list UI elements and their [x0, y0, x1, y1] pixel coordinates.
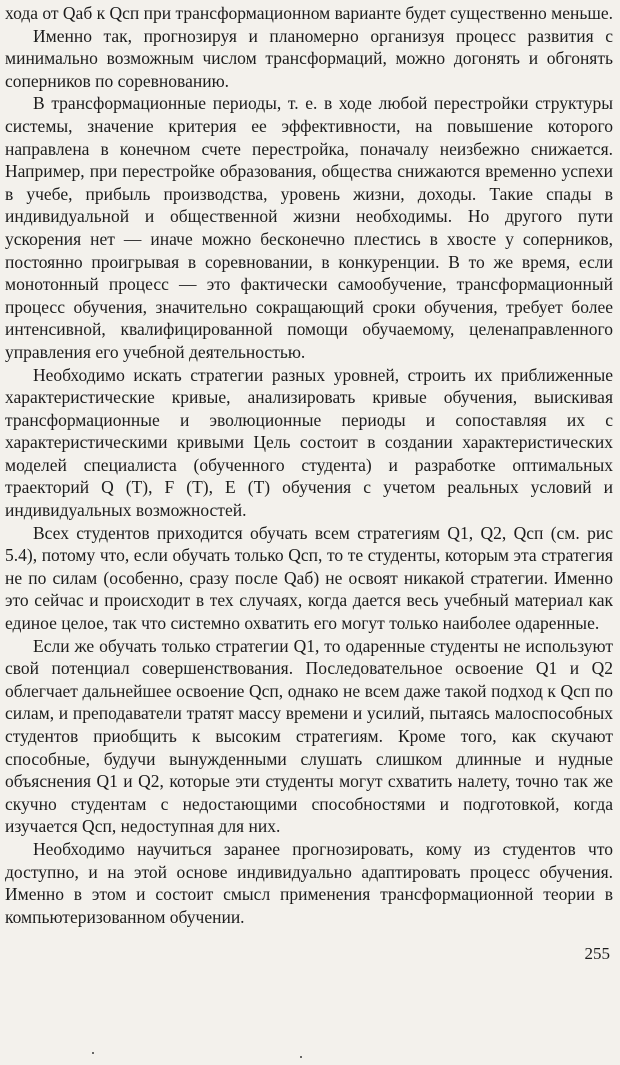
paragraph-continuation: хода от Qаб к Qсп при трансформационном варианте будет существенно меньше. — [5, 3, 613, 23]
paragraph: Если же обучать только стратегии Q1, то одаренные студенты не используют свой потенциал совершенствования. Последовательное освоение Q1 и Q2 облегчает дальнейшее освоение Qсп, однако не всем даже такой подход к Qсп по силам, и преподаватели тратят массу времени и усилий, пытаясь малоспособных студентов приобщить к высоким стратегиям. Кроме того, как скучают способные, будучи вынужденными слушать слишком длинные и нудные объяснения Q1 и Q2, которые эти студенты могут схватить налету, точно так же скучно студентам с недостающими способностями и подготовкой, когда изучается Qсп, недоступная для них. — [5, 635, 613, 837]
scan-speck — [300, 1056, 302, 1058]
paragraph: В трансформационные периоды, т. е. в ходе любой перестройки структуры системы, значение критерия ее эффективности, на повышение которого направлена в конечном счете перестройка, поначалу неизбежно снижается. Например, при перестройке образования, общества снижаются временно успехи в учебе, прибыль производства, уровень жизни, доходы. Такие спады в индивидуальной и общественной жизни необходимы. Но другого пути ускорения нет — иначе можно бесконечно плестись в хвосте у соперников, постоянно проигрывая в соревновании, в конкуренции. В то же время, если монотонный процесс — это фактически самообучение, трансформационный процесс обучения, значительно сокращающий сроки обучения, требует более интенсивной, квалифицированной помощи обучаемому, целенаправленного управления его учебной деятельностью. — [5, 93, 613, 362]
paragraph: Всех студентов приходится обучать всем стратегиям Q1, Q2, Qсп (см. рис 5.4), потому что, если обучать только Qсп, то те студенты, которым эта стратегия не по силам (особенно, сразу после Qаб) не освоят никакой стратегии. Именно это сейчас и происходит в тех случаях, когда дается весь учебный материал как единое целое, так что системно охватить его могут только наиболее одаренные. — [5, 522, 613, 634]
scan-speck — [92, 1052, 94, 1054]
paragraph: Необходимо научиться заранее прогнозировать, кому из студентов что доступно, и на этой основе индивидуально адаптировать процесс обучения. Именно в этом и состоит смысл применения трансформационной теории в компьютеризованном обучении. — [5, 838, 613, 927]
paragraph: Необходимо искать стратегии разных уровней, строить их приближенные характеристические кривые, анализировать кривые обучения, выискивая трансформационные и эволюционные периоды и сопоставляя их с характеристическими кривыми Цель состоит в создании характеристических моделей специалиста (обученного студента) и разработке оптимальных траекторий Q (T), F (T), E (T) обучения с учетом реальных условий и индивидуальных возможностей. — [5, 364, 613, 521]
page-number: 255 — [584, 944, 610, 963]
body-text — [5, 2, 613, 928]
paragraph: Именно так, прогнозируя и планомерно организуя процесс развития с минимально возможным числом трансформаций, можно догонять и обгонять соперников по соревнованию. — [5, 25, 613, 91]
